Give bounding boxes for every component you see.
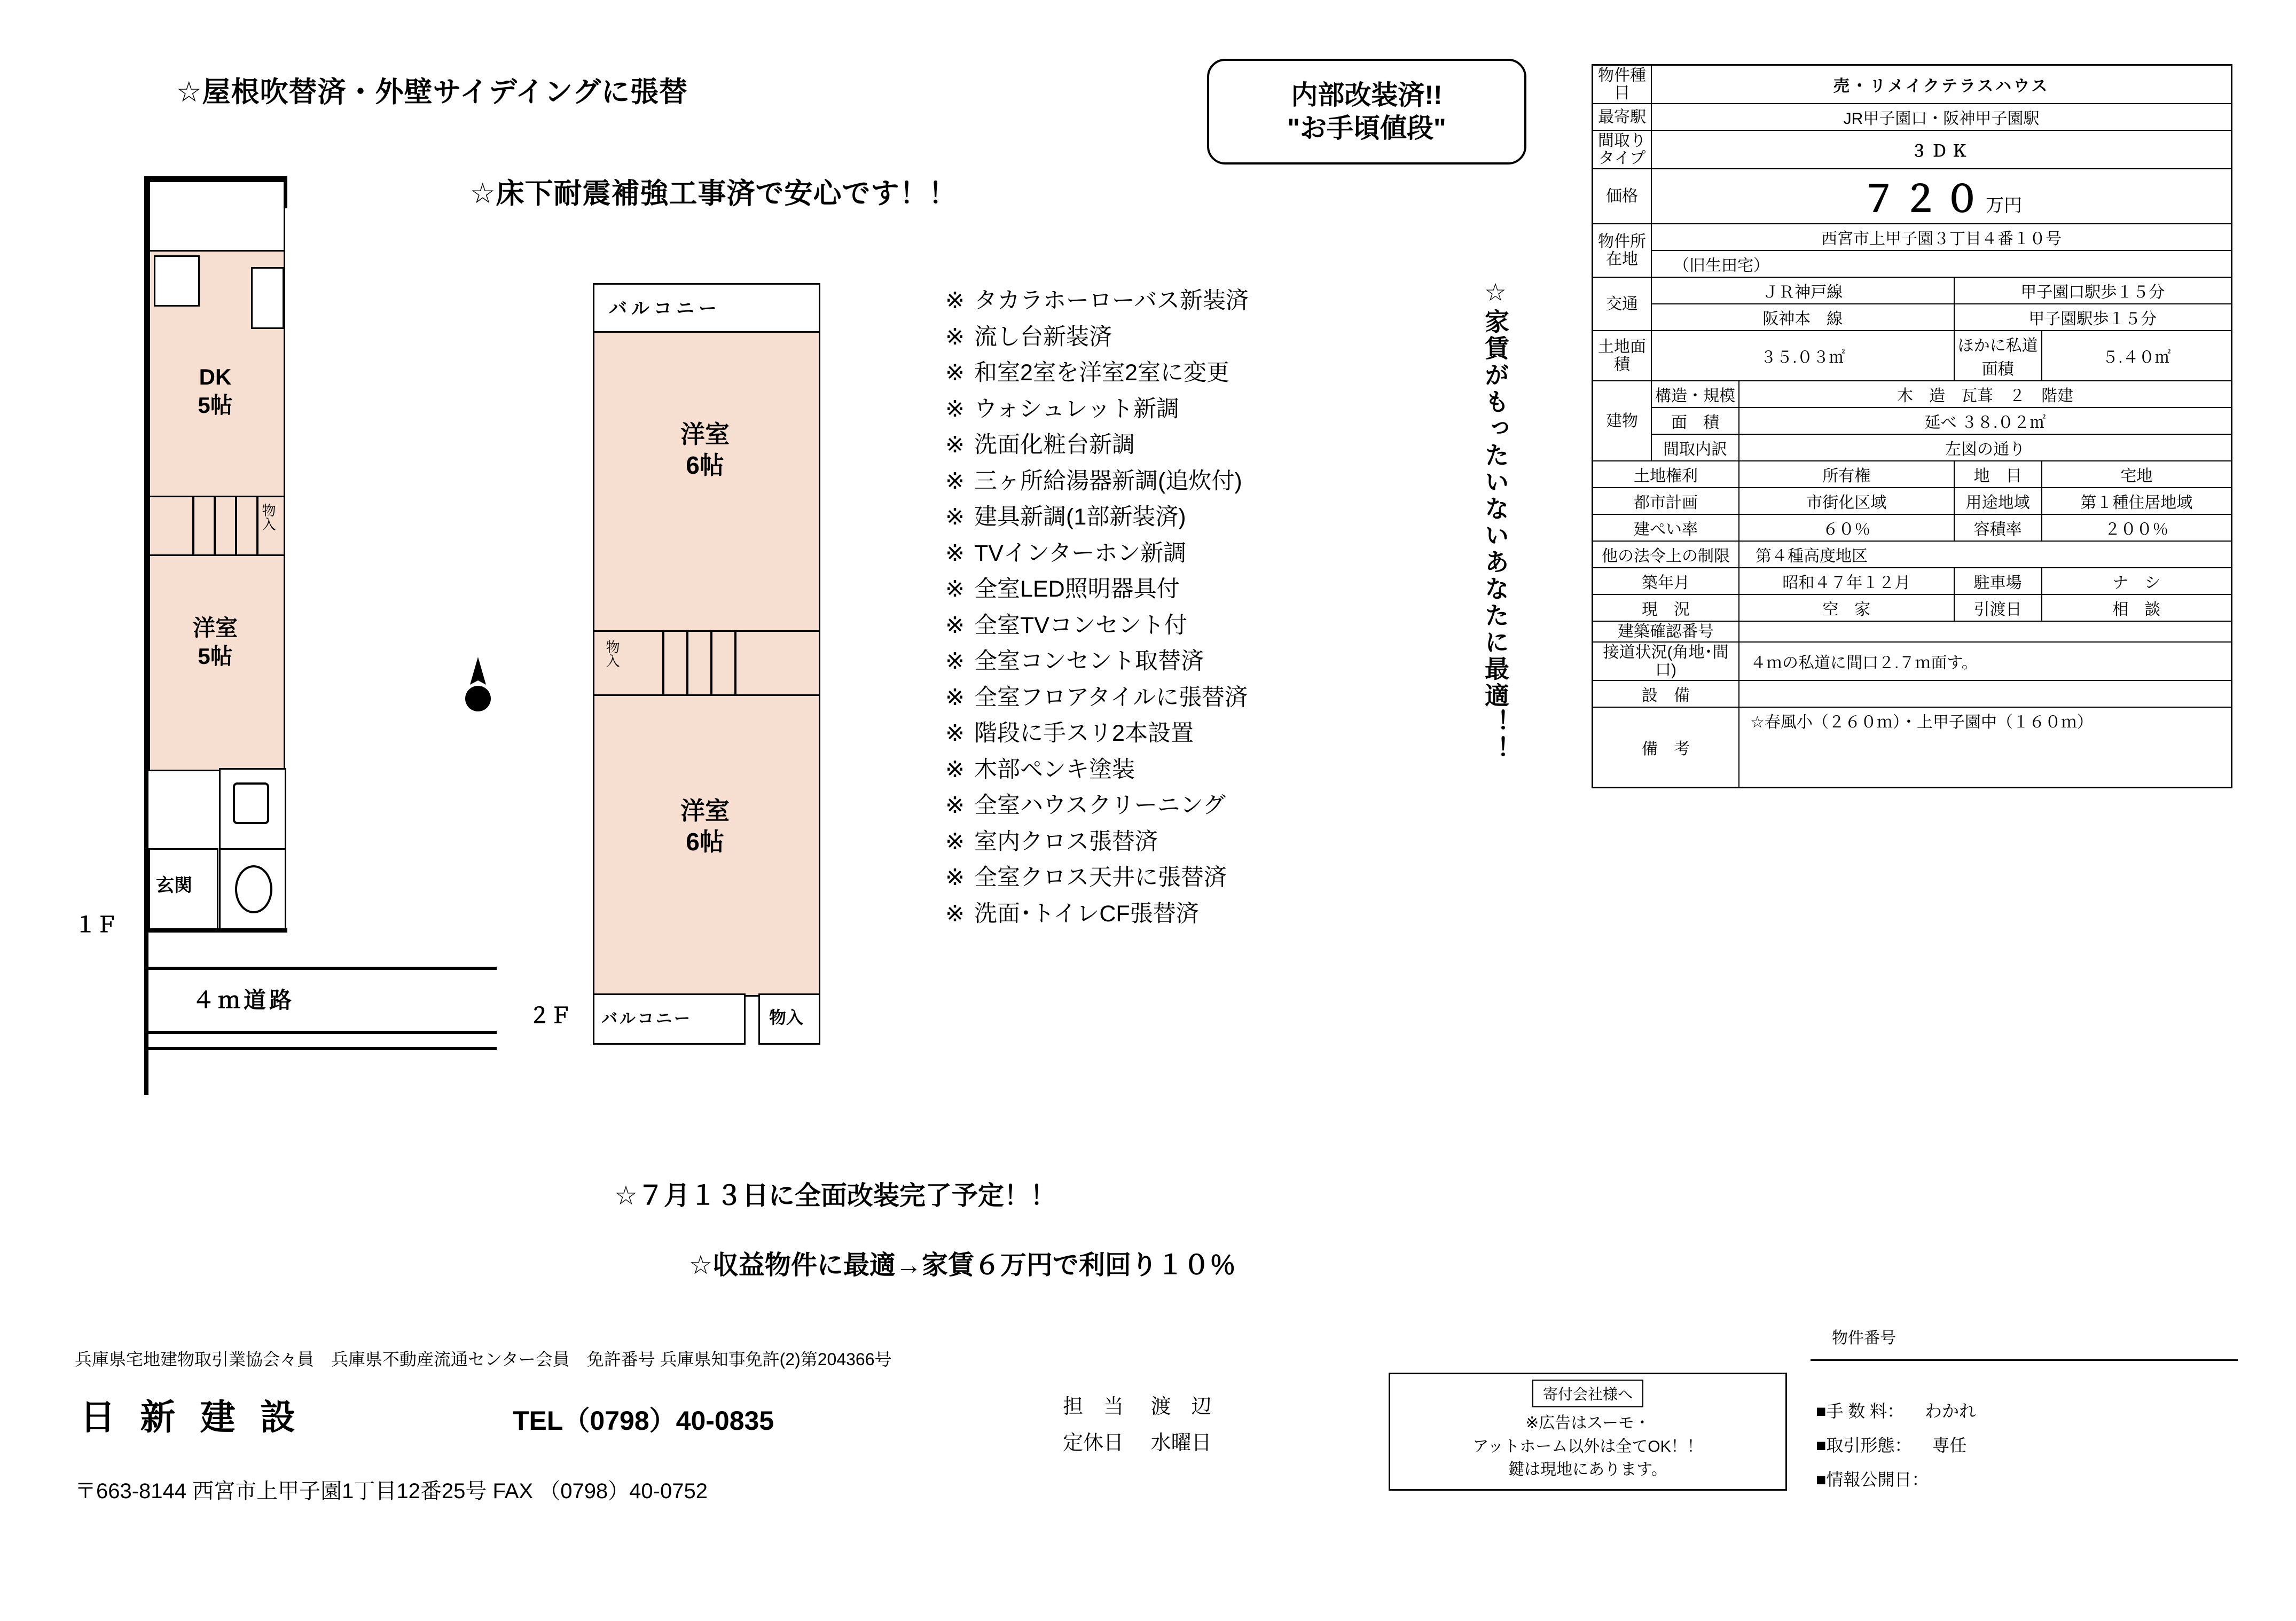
spec-value-road: ４ｍの私道に間口２.７ｍ面す。 [1739,642,2232,680]
note-completion: ☆７月１３日に全面改装完了予定！！ [614,1181,1056,1210]
spec-label-restrict: 他の法令上の制限 [1593,541,1739,568]
floor1-label: １Ｆ [75,913,117,937]
plan-1f-kitchen-unit [154,255,200,307]
spec-value-coverage: ６０％ [1739,514,1954,541]
spec-row-road [1593,642,2232,680]
spec-row-structure [1593,381,2232,408]
plan-2f-balcony-bottom-label: バルコニー [601,1010,692,1028]
spec-row-type [1593,65,2232,104]
spec-label-remarks: 備 考 [1593,707,1739,787]
spec-row-restrict [1593,541,2232,568]
plan-2f-room-1 [593,331,820,633]
feature-mark: ※ [945,396,965,422]
notice-line3: 鍵は現地にあります。 [1508,1461,1667,1478]
spec-value-remarks: ☆春風小（２６０ｍ）・上甲子園中（１６０ｍ） [1739,707,2232,787]
notice-box [1389,1373,1787,1491]
badge-line2: "お手頃値段" [1287,113,1446,143]
spec-value-far: ２００％ [2042,514,2232,541]
plan-2f-stairs [593,630,820,698]
plan-1f-genkan-label: 玄関 [156,875,192,896]
spec-value-handover: 相 談 [2042,594,2232,621]
feature-mark: ※ [945,540,965,566]
headline-roof: ☆屋根吹替済・外壁サイデイングに張替 [176,76,688,108]
floorplan-1f [75,176,470,1159]
spec-value-setsubi [1739,680,2232,707]
feature-mark: ※ [945,432,965,458]
compass-icon [459,657,497,718]
fee-value: わかれ [1925,1401,1977,1421]
spec-label-chimoku: 地 目 [1954,461,2042,488]
spec-row-layout [1593,130,2232,169]
spec-label-address: 物件所在地 [1593,224,1652,277]
feature-item: ※ 全室LED照明器具付 [945,576,1180,602]
spec-label-land: 土地面積 [1593,331,1652,381]
spec-value-kenchiku [1739,621,2232,642]
spec-label-traffic: 交通 [1593,277,1652,331]
plan-1f-closet-label: 物入 [260,503,276,531]
plan-1f-western-label [148,614,282,670]
spec-value-landright: 所有権 [1739,461,1954,488]
fee-label: ■情報公開日： [1816,1470,1929,1489]
road-label: ４ｍ道路 [192,988,295,1013]
holiday-row [1063,1425,1212,1461]
feature-mark: ※ [945,360,965,386]
plan-2f-room2-label [593,796,817,857]
feature-item: ※ 流し台新装済 [945,324,1112,350]
spec-layout-label: 間取内訳 [1651,434,1739,461]
fee-label: ■手 数 料： [1816,1401,1905,1421]
feature-mark: ※ [945,900,965,927]
footer-association: 兵庫県宅地建物取引業協会々員 兵庫県不動産流通センター会員 免許番号 兵庫県知事免許(2)第204366号 [75,1350,892,1369]
spec-value-usezone: 第１種住居地域 [2042,488,2232,514]
plan-2f-room1-name: 洋室 [680,420,730,448]
spec-value-parking: ナ シ [2042,568,2232,594]
feature-item: ※ 建具新調(1部新装済) [945,504,1186,530]
feature-item: ※ タカラホーローバス新装済 [945,288,1249,314]
feature-mark: ※ [945,648,965,674]
floor2-label: ２Ｆ [529,1004,571,1028]
spec-land-extra: ５.４０㎡ [2042,331,2232,381]
feature-item: ※ 階段に手スリ2本設置 [945,721,1194,746]
property-spec-table [1592,64,2232,788]
spec-value-builtyear: 昭和４７年１２月 [1739,568,1954,594]
spec-label-handover: 引渡日 [1954,594,2042,621]
bukken-number-label: 物件番号 [1832,1329,1896,1347]
spec-label-road: 接道状況(角地･間口) [1593,642,1739,680]
feature-mark: ※ [945,721,965,746]
spec-label-usezone: 用途地域 [1954,488,2042,514]
spec-traffic1-line: ＪＲ神戸線 [1651,277,1954,304]
spec-label-cityplan: 都市計画 [1593,488,1739,514]
plan-2f-room1-size: 6帖 [686,451,724,479]
fee-label: ■取引形態： [1816,1436,1912,1455]
spec-label-building: 建物 [1593,381,1652,461]
feature-mark: ※ [945,756,965,782]
spec-land-extra-label: ほかに私道面積 [1954,331,2042,381]
spec-area: 延べ ３８.０２㎡ [1739,408,2232,434]
spec-row-price [1593,169,2232,224]
spec-value-status: 空 家 [1739,594,1954,621]
price-unit: 万円 [1986,195,2022,216]
spec-row-right [1593,461,2232,488]
spec-label: 物件種目 [1593,65,1652,104]
feature-item: ※ 木部ペンキ塗装 [945,756,1135,782]
notice-heading: 寄付会社様へ [1532,1380,1643,1407]
plan-2f-closet-left-label: 物入 [604,640,620,668]
price-number: ７２０ [1860,179,1986,220]
holiday-value: 水曜日 [1150,1432,1212,1455]
headline-quake: ☆床下耐震補強工事済で安心です！！ [470,178,958,209]
fee-row [1816,1428,1976,1462]
spec-area-label: 面 積 [1651,408,1739,434]
plan-1f-toilet-icon [235,865,272,913]
spec-row-kenchiku [1593,621,2232,642]
badge-renovated [1207,59,1526,165]
feature-list [945,283,1249,932]
plan-1f-sink [251,267,284,329]
spec-row-builtyear [1593,568,2232,594]
bukken-number-line [1811,1359,2238,1361]
plan-2f-room2-size: 6帖 [686,827,724,856]
spec-label: 最寄駅 [1593,104,1652,130]
badge-line1: 内部改装済!! [1291,80,1443,110]
plan-2f-balcony-top-label: バルコニー [609,299,721,319]
feature-item: ※ TVインターホン新調 [945,540,1187,566]
feature-mark: ※ [945,684,965,710]
feature-item: ※ 全室TVコンセント付 [945,612,1187,638]
spec-structure-label: 構造・規模 [1651,381,1739,408]
plan-1f-dk-size: 5帖 [198,392,233,418]
feature-mark: ※ [945,504,965,530]
spec-label-setsubi: 設 備 [1593,680,1739,707]
plan-1f-bath-icon [233,782,269,824]
company-address: 〒663-8144 西宮市上甲子園1丁目12番25号 FAX （0798）40-0752 [75,1479,708,1503]
spec-label: 価格 [1593,169,1652,224]
company-tel: TEL（0798）40-0835 [513,1406,774,1436]
plan-2f-closet-bottom-label: 物入 [769,1008,804,1027]
feature-mark: ※ [945,288,965,314]
spec-label-kenchiku: 建築確認番号 [1593,621,1739,642]
feature-item: ※ 全室ハウスクリーニング [945,793,1226,818]
feature-mark: ※ [945,828,965,855]
spec-row-setsubi [1593,680,2232,707]
spec-row-station [1593,104,2232,130]
feature-item: ※ 洗面化粧台新調 [945,432,1135,458]
spec-row-traffic1 [1593,277,2232,304]
spec-row-layout-detail [1593,434,2232,461]
spec-land-area: ３５.０３㎡ [1651,331,1954,381]
spec-value-type: 売・リメイクテラスハウス [1651,65,2232,104]
feature-item: ※ 全室フロアタイルに張替済 [945,684,1248,710]
feature-item: ※ 全室クロス天井に張替済 [945,865,1227,890]
feature-item: ※ ウォシュレット新調 [945,396,1180,422]
spec-label-builtyear: 築年月 [1593,568,1739,594]
spec-row-coverage [1593,514,2232,541]
spec-structure: 木 造 瓦葺 ２ 階建 [1739,381,2232,408]
spec-row-address2 [1593,250,2232,277]
spec-row-remarks [1593,707,2232,787]
feature-mark: ※ [945,468,965,494]
plan-1f-dk-label [148,363,282,419]
spec-label-far: 容積率 [1954,514,2042,541]
floorplan-2f [529,283,855,1095]
note-yield: ☆収益物件に最適→家賃６万円で利回り１０％ [689,1251,1236,1280]
spec-row-area [1593,408,2232,434]
notice-line2: アットホーム以外は全てOK！！ [1472,1437,1703,1455]
charge-row [1063,1389,1212,1425]
charge-block [1063,1389,1212,1462]
spec-label-coverage: 建ぺい率 [1593,514,1739,541]
spec-value-restrict: 第４種高度地区 [1739,541,2232,568]
spec-layout: 左図の通り [1739,434,2232,461]
feature-item: ※ 和室2室を洋室2室に変更 [945,360,1229,386]
spec-traffic2-walk: 甲子園駅歩１５分 [1954,304,2232,331]
holiday-label: 定休日 [1063,1432,1124,1455]
spec-row-cityplan [1593,488,2232,514]
spec-row-land [1593,331,2232,381]
spec-value-cityplan: 市街化区域 [1739,488,1954,514]
plan-1f-western-size: 5帖 [198,643,233,669]
feature-item: ※ 三ヶ所給湯器新調(追炊付) [945,468,1242,494]
charge-label: 担 当 [1063,1396,1124,1418]
feature-item: ※ 洗面･トイレCF張替済 [945,900,1199,927]
plan-1f-entry-top [148,181,285,253]
charge-value: 渡 辺 [1150,1396,1212,1418]
feature-mark: ※ [945,865,965,890]
spec-value-chimoku: 宅地 [2042,461,2232,488]
fee-row [1816,1394,1976,1428]
spec-row-traffic2 [1593,304,2232,331]
feature-item: ※ 全室コンセント取替済 [945,648,1204,674]
vertical-catchcopy: ☆家賃がもったいないあなたに最適！！ [1482,278,1509,763]
spec-row-status [1593,594,2232,621]
fee-value: 専任 [1932,1436,1967,1455]
spec-value-layout: ３ＤＫ [1651,130,2232,169]
spec-value-address2: （旧生田宅） [1651,250,2232,277]
company-name: 日 新 建 設 [80,1397,303,1437]
spec-value-address1: 西宮市上甲子園３丁目４番１０号 [1651,224,2232,250]
spec-label: 間取りタイプ [1593,130,1652,169]
fee-block [1816,1394,1976,1497]
spec-row-address1 [1593,224,2232,250]
feature-mark: ※ [945,324,965,350]
feature-item: ※ 室内クロス張替済 [945,828,1158,855]
fee-row [1816,1462,1976,1497]
spec-label-parking: 駐車場 [1954,568,2042,594]
feature-mark: ※ [945,612,965,638]
feature-mark: ※ [945,576,965,602]
plan-1f-dk-name: DK [199,364,232,389]
spec-value-station: JR甲子園口・阪神甲子園駅 [1651,104,2232,130]
spec-label-status: 現 況 [1593,594,1739,621]
feature-mark: ※ [945,793,965,818]
plan-1f-western-name: 洋室 [192,615,238,640]
spec-traffic1-walk: 甲子園口駅歩１５分 [1954,277,2232,304]
spec-label-landright: 土地権利 [1593,461,1739,488]
plan-2f-room2-name: 洋室 [680,797,730,825]
spec-value-price [1651,169,2232,224]
spec-traffic2-line: 阪神本 線 [1651,304,1954,331]
notice-line1: ※広告はスーモ・ [1525,1414,1650,1432]
plan-2f-room1-label [593,419,817,481]
